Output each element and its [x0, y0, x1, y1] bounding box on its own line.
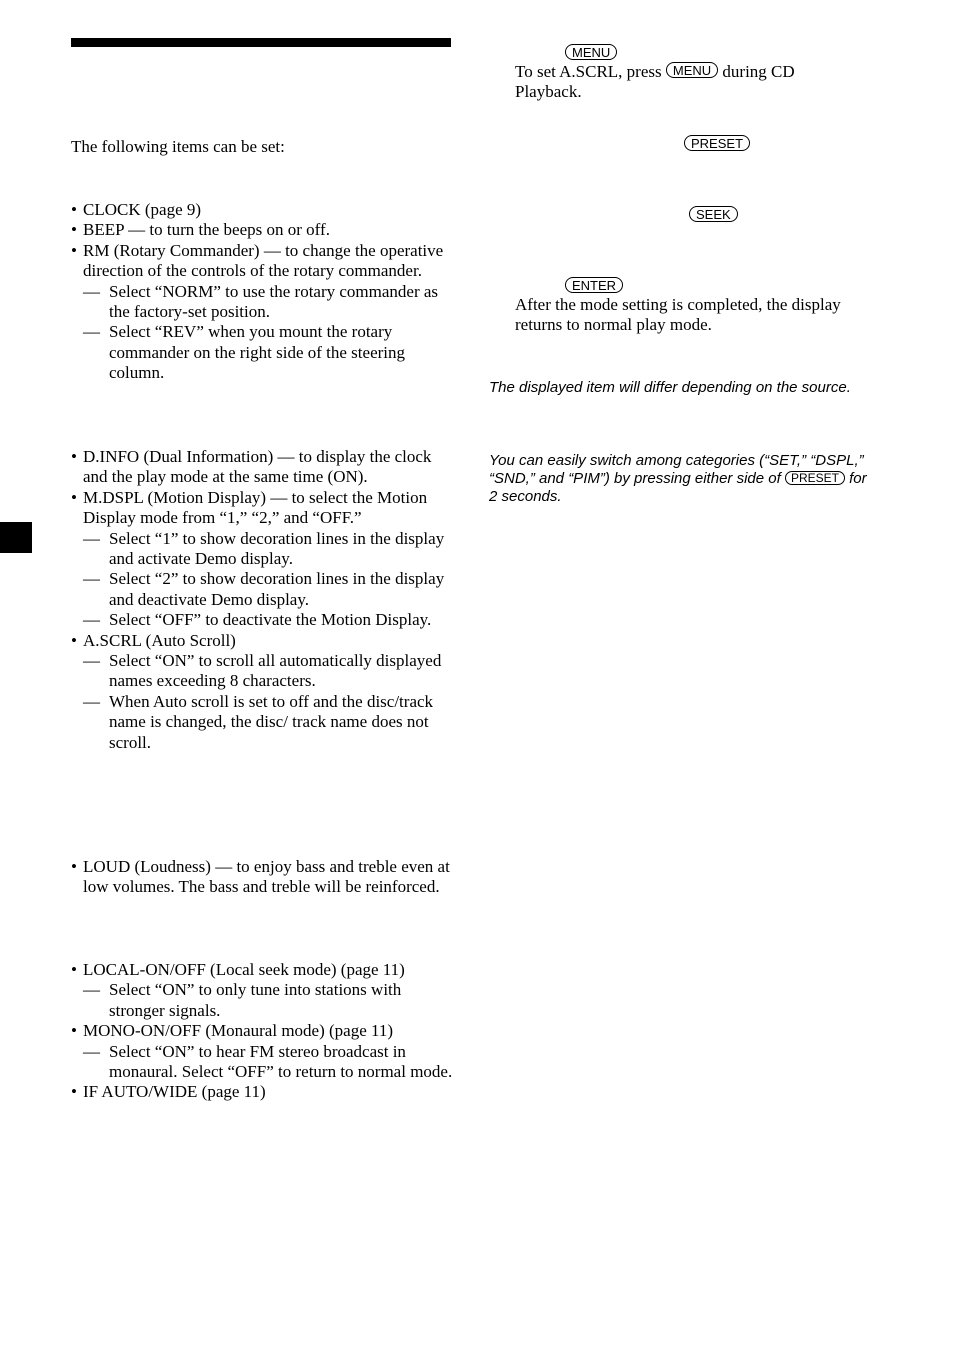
display-items-group	[71, 447, 456, 753]
item-text: Select “ON” to scroll all automatically displayed names exceeding 8 characters.	[109, 651, 442, 691]
sub-item	[71, 282, 456, 323]
dash-icon: —	[83, 1041, 100, 1061]
bullet-icon: •	[71, 1082, 77, 1102]
item-text: M.DSPL (Motion Display) — to select the Motion Display mode from “1,” “2,” and “OFF.”	[83, 487, 428, 528]
bullet-icon: •	[71, 630, 77, 650]
dash-icon: —	[83, 691, 100, 711]
menu-step-suffix: during CD	[722, 62, 795, 81]
seek-key-label	[689, 206, 738, 226]
bullet-icon: •	[71, 200, 77, 219]
sub-item	[71, 569, 456, 610]
item-text: CLOCK (page 9)	[83, 200, 202, 219]
section-header-bar	[71, 38, 451, 47]
bullet-item	[71, 200, 456, 220]
sub-item	[71, 692, 456, 753]
item-text: When Auto scroll is set to off and the disc/track name is changed, the disc/ track name does not scroll.	[109, 691, 434, 752]
sub-item	[71, 322, 456, 383]
bullet-item	[71, 960, 456, 980]
sound-items-group	[71, 857, 456, 898]
item-text: BEEP — to turn the beeps on or off.	[83, 220, 330, 240]
dash-icon: —	[83, 610, 100, 630]
item-text: Select “1” to show decoration lines in the display and activate Demo display.	[109, 528, 445, 569]
bullet-item	[71, 857, 456, 898]
dash-icon: —	[83, 651, 100, 671]
item-text: D.INFO (Dual Information) — to display the clock and the play mode at the same time (ON).	[83, 447, 432, 487]
bullet-item	[71, 1021, 456, 1041]
item-text: RM (Rotary Commander) — to change the operative direction of the controls of the rotary commander.	[83, 240, 444, 281]
bullet-icon: •	[71, 1021, 77, 1041]
item-text: LOUD (Loudness) — to enjoy bass and treble even at low volumes. The bass and treble will be reinforced.	[83, 857, 450, 897]
item-text: LOCAL-ON/OFF (Local seek mode) (page 11)	[83, 960, 405, 979]
note-displayed-item: The displayed item will differ depending on the source.	[489, 379, 851, 396]
note-switch-categories	[489, 452, 869, 506]
preset-key-label	[684, 135, 750, 155]
bullet-icon: •	[71, 240, 77, 260]
enter-key[interactable]: ENTER	[565, 277, 623, 293]
sub-item	[71, 529, 456, 570]
item-text: Select “REV” when you mount the rotary commander on the right side of the steering column.	[109, 322, 405, 383]
dash-icon: —	[83, 528, 100, 548]
item-text: Select “NORM” to use the rotary commander as the factory-set position.	[109, 281, 439, 322]
item-text: Select “OFF” to deactivate the Motion Display.	[109, 610, 432, 630]
sub-item	[71, 651, 456, 692]
note-switch-text: You can easily switch among categories (“SET,” “DSPL,” “SND,” and “PIM”) by pressing either side of	[489, 452, 864, 487]
side-tab-marker	[0, 522, 32, 553]
bullet-item	[71, 488, 456, 529]
sub-item	[71, 980, 456, 1021]
enter-step-text: After the mode setting is completed, the display returns to normal play mode.	[515, 295, 841, 335]
menu-step-text	[515, 62, 875, 103]
bullet-item	[71, 1082, 456, 1102]
item-text: Select “ON” to only tune into stations with stronger signals.	[109, 980, 402, 1020]
dash-icon: —	[83, 569, 100, 589]
item-text: MONO-ON/OFF (Monaural mode) (page 11)	[83, 1021, 394, 1041]
setup-items-group-1	[71, 200, 456, 384]
bullet-item	[71, 220, 456, 240]
preset-key[interactable]: PRESET	[684, 135, 750, 151]
tuner-items-group	[71, 960, 456, 1103]
menu-key[interactable]: MENU	[565, 44, 617, 60]
menu-step-prefix: To set A.SCRL, press	[515, 62, 662, 81]
bullet-icon: •	[71, 447, 77, 466]
menu-step-suffix-2: Playback.	[515, 82, 582, 102]
menu-key-inline[interactable]: MENU	[666, 62, 718, 78]
dash-icon: —	[83, 322, 100, 342]
bullet-icon: •	[71, 220, 77, 240]
bullet-icon: •	[71, 857, 77, 876]
dash-icon: —	[83, 980, 100, 1000]
bullet-item	[71, 631, 456, 651]
sub-item	[71, 1042, 456, 1083]
item-text: Select “2” to show decoration lines in the display and deactivate Demo display.	[109, 569, 445, 609]
item-text: Select “ON” to hear FM stereo broadcast in monaural. Select “OFF” to return to normal mode.	[109, 1041, 453, 1082]
bullet-icon: •	[71, 960, 77, 979]
item-text: IF AUTO/WIDE (page 11)	[83, 1082, 266, 1102]
bullet-item	[71, 447, 456, 488]
seek-key[interactable]: SEEK	[689, 206, 738, 222]
bullet-icon: •	[71, 487, 77, 507]
bullet-item	[71, 241, 456, 282]
dash-icon: —	[83, 281, 100, 301]
preset-key-note[interactable]: PRESET	[785, 471, 845, 485]
item-text: A.SCRL (Auto Scroll)	[83, 630, 236, 650]
intro-text: The following items can be set:	[71, 137, 285, 156]
sub-item	[71, 610, 456, 630]
note-switch-text-end: for 2 seconds.	[489, 470, 867, 505]
